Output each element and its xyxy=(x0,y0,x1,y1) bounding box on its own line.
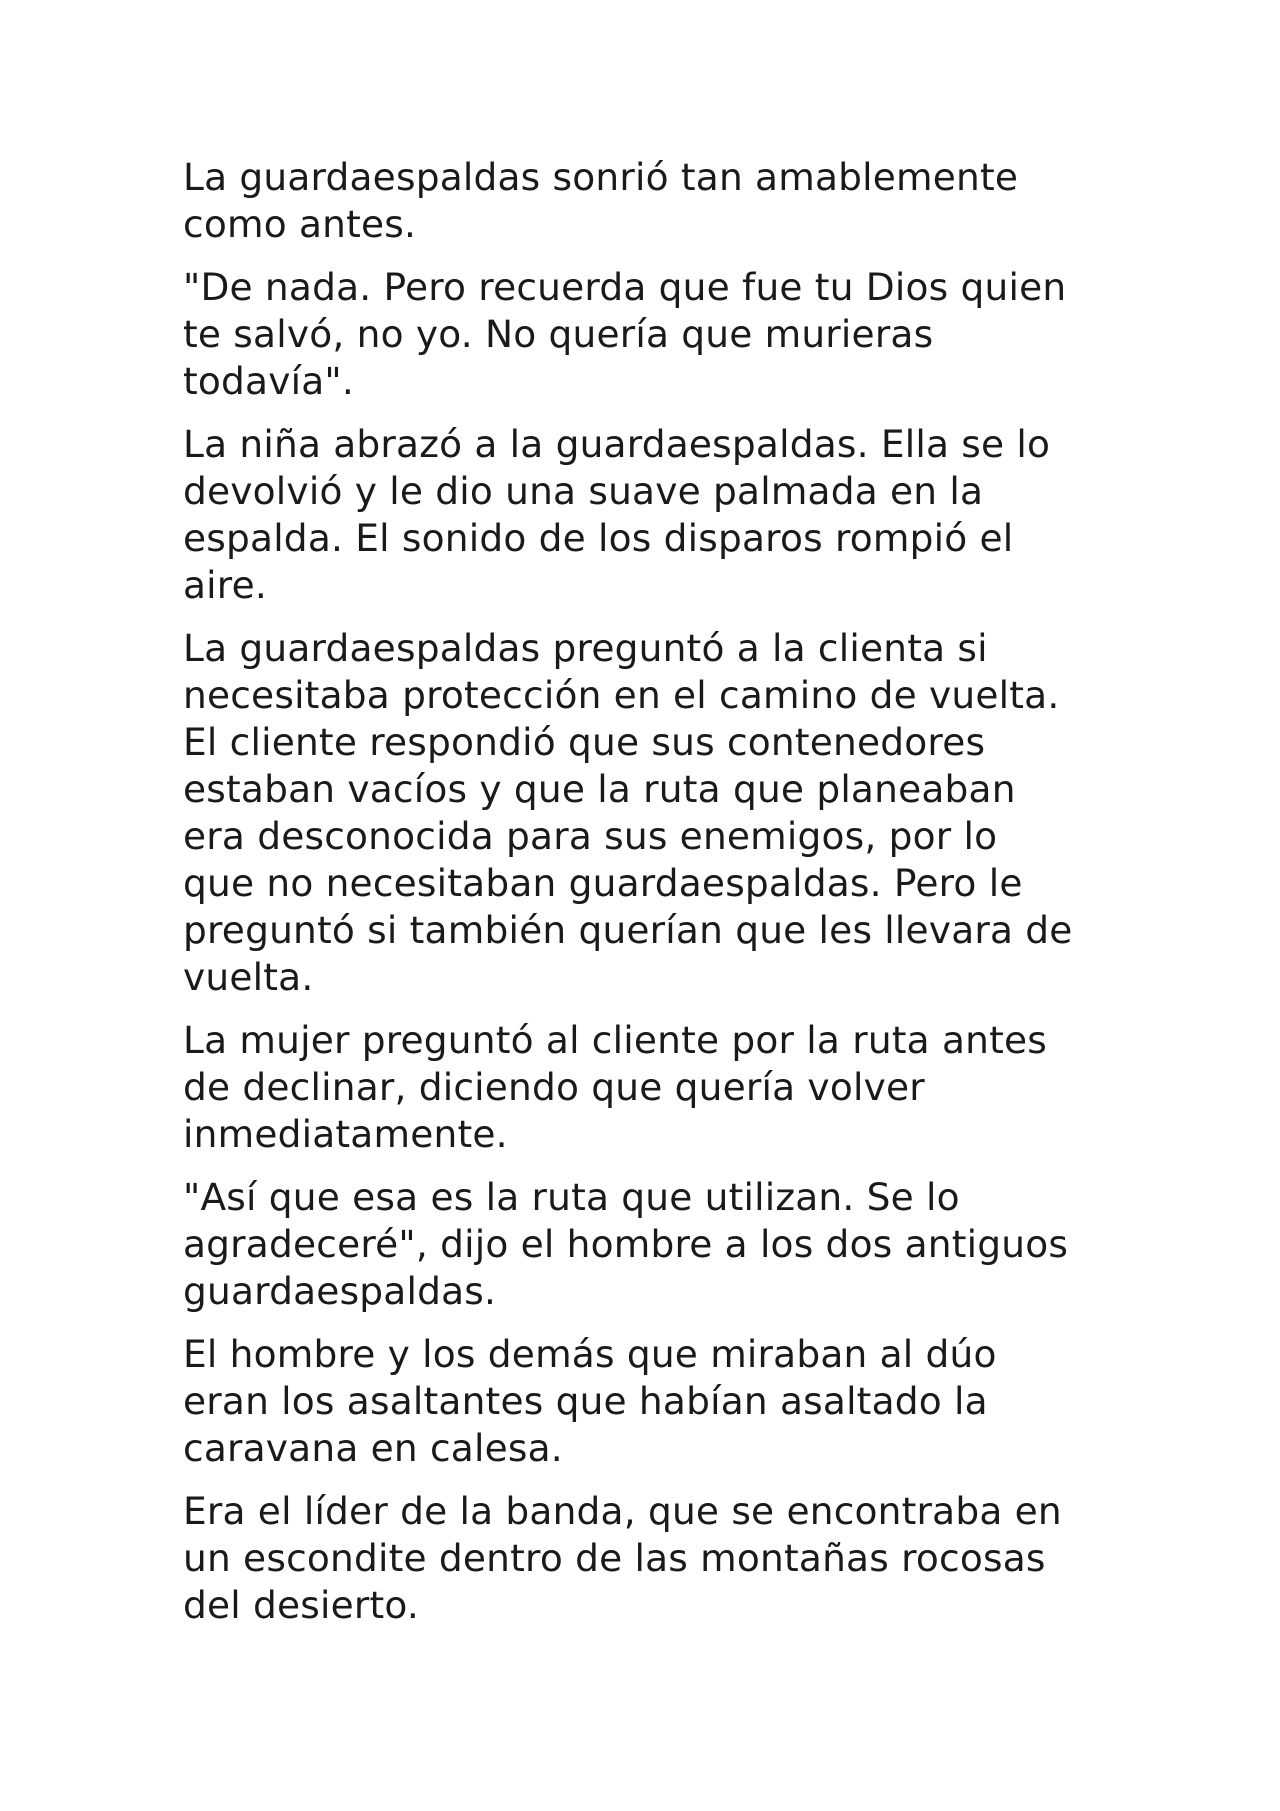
paragraph-4: La guardaespaldas preguntó a la clienta si necesitaba protección en el camino de vuelta. El cliente respondió que sus contenedores estaban vacíos y que la ruta que planeaban era desconocida para sus enemigos, por lo que no necesitaban guardaespaldas. Pero le preguntó si también querían que les llevara de vuelta. xyxy=(183,626,1073,999)
paragraph-1: La guardaespaldas sonrió tan amablemente como antes. xyxy=(183,155,1019,246)
paragraph-7: El hombre y los demás que miraban al dúo eran los asaltantes que habían asaltado la caravana en calesa. xyxy=(183,1332,997,1470)
paragraph-3: La niña abrazó a la guardaespaldas. Ella se lo devolvió y le dio una suave palmada en la espalda. El sonido de los disparos rompió el aire. xyxy=(183,422,1051,607)
paragraph-8: Era el líder de la banda, que se encontraba en un escondite dentro de las montañas rocosas del desierto. xyxy=(183,1489,1062,1627)
paragraph-2: "De nada. Pero recuerda que fue tu Dios quien te salvó, no yo. No quería que murieras todavía". xyxy=(183,265,1067,403)
paragraph-5: La mujer preguntó al cliente por la ruta antes de declinar, diciendo que quería volver inmediatamente. xyxy=(183,1018,1048,1156)
paragraph-6: "Así que esa es la ruta que utilizan. Se lo agradeceré", dijo el hombre a los dos antiguos guardaespaldas. xyxy=(183,1175,1069,1313)
document-page xyxy=(183,154,1123,1645)
